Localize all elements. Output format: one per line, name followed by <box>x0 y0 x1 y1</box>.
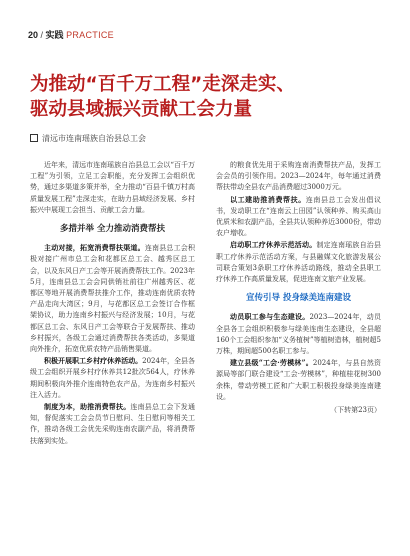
paragraph: 的粮食优先用于采购连南消费帮扶产品，发挥工会会员的引领作用。2023—2024年，每年通过消费帮扶带动全县农产品消费超过3000万元。 <box>216 161 381 192</box>
paragraph-body: 连南县总工会下发通知，督促落实工会会员节日慰问、生日慰问等相关工作，推动各级工会优先采购连南农副产品，将消费帮扶落到实处。 <box>30 403 196 445</box>
section-name-en: PRACTICE <box>66 30 114 40</box>
header-divider: / <box>40 30 46 40</box>
section-heading-1 <box>30 224 195 235</box>
paragraph-lead: 积极开展职工乡村疗休养活动。 <box>44 356 143 366</box>
author-line <box>30 133 146 144</box>
continued-note: （下转第23页） <box>330 406 381 415</box>
paragraph-lead: 以工建助推消费帮扶。 <box>230 194 306 204</box>
paragraph-lead: 动员职工参与生态建设。 <box>230 312 310 322</box>
paragraph-body: 2024年，全县各级工会组织开展乡村疗休养共12批次564人，疗休养期间积极向外推介连南特色农产品，为连南乡村振兴注入活力。 <box>30 357 196 399</box>
paragraph <box>30 401 195 447</box>
page-header <box>28 28 114 41</box>
paragraph-body: 连南县总工会发出倡议书，发动职工在“连南云上田园”认领种养、购买高山优质米和农副产品，全县共认领种养近3000份，带动农户增收。 <box>216 195 382 238</box>
paragraph-body: 2023—2024年，动员全县各工会组织积极参与绿美连南生态建设，全县超160个工会组织参加“义务植树”等植树造林，植树超5万株，期间超500名职工参与。 <box>216 313 381 356</box>
right-column <box>216 160 381 416</box>
headline-line-1: 为推动“百千万工程”走深走实、 <box>30 74 295 95</box>
paragraph-lead: 制度为本，助推消费帮扶。 <box>44 402 131 412</box>
section-heading-2 <box>216 293 381 304</box>
paragraph-body: 2024年，与县自然资源局等部门联合建设“工会·劳模林”，种植桂花树300余株，带动劳模工匠和广大职工积极投身绿美连南建设。 <box>216 359 381 401</box>
page-number: 20 <box>28 30 39 40</box>
section-name-cn: 实践 <box>45 30 64 40</box>
left-column <box>30 160 195 447</box>
paragraph <box>216 357 381 403</box>
paragraph-lead: 主动对接，拓宽消费帮扶渠道。 <box>44 243 145 253</box>
section-heading-2-text: 宣传引导 投身绿美连南建设 <box>246 293 351 304</box>
paragraph <box>216 311 381 357</box>
paragraph <box>30 355 195 401</box>
square-bullet-icon <box>30 134 38 142</box>
paragraph-body: 制定连南瑶族自治县职工疗休养示范活动方案，与县融媒文化旅游发展公司联合策划3条职工疗休养活动路线，推动全县职工疗休养工作高质量发展，促进连南文旅产业发展。 <box>216 241 382 284</box>
paragraph <box>216 239 381 285</box>
headline-line-2: 驱动县域振兴贡献工会力量 <box>30 99 253 120</box>
paragraph-body: 连南县总工会积极对接广州市总工会和花都区总工会、越秀区总工会，以及东风日产工会等开展消费帮扶工作。2023年5月，连南县总工会会同供销社前往广州越秀区、花都区等地开展消费帮扶推介工作，推动连南优质农特产品走向大湾区；9月，与花都区总工会签订合作框架协议，助力连南乡村振兴与经济发展；10月，与花都区总工会、东风日产工会等联合于发展帮扶、推动乡村振兴，各级工会通过消费帮扶各类活动，多渠道向外推介，拓宽优质农特产品销售渠道。 <box>30 244 196 354</box>
author-name: 清远市连南瑶族自治县总工会 <box>42 134 146 143</box>
paragraph-lead: 启动职工疗休养示范活动。 <box>230 240 317 250</box>
intro-paragraph: 近年来，清远市连南瑶族自治县总工会以“百千万工程”为引领，立足工会职能，充分发挥工会组织优势，通过多渠道多策并举，全力推动“百县千镇万村高质量发展工程”走深走实，在助力县域经济发展、乡村振兴中展现工会担当、贡献工会力量。 <box>30 161 195 214</box>
section-heading-1-text: 多措并举 全力推动消费帮扶 <box>60 224 165 235</box>
paragraph <box>30 242 195 355</box>
paragraph <box>216 194 381 240</box>
paragraph-lead: 建立县级“工会·劳模林”。 <box>230 358 313 368</box>
article-headline <box>30 72 390 122</box>
